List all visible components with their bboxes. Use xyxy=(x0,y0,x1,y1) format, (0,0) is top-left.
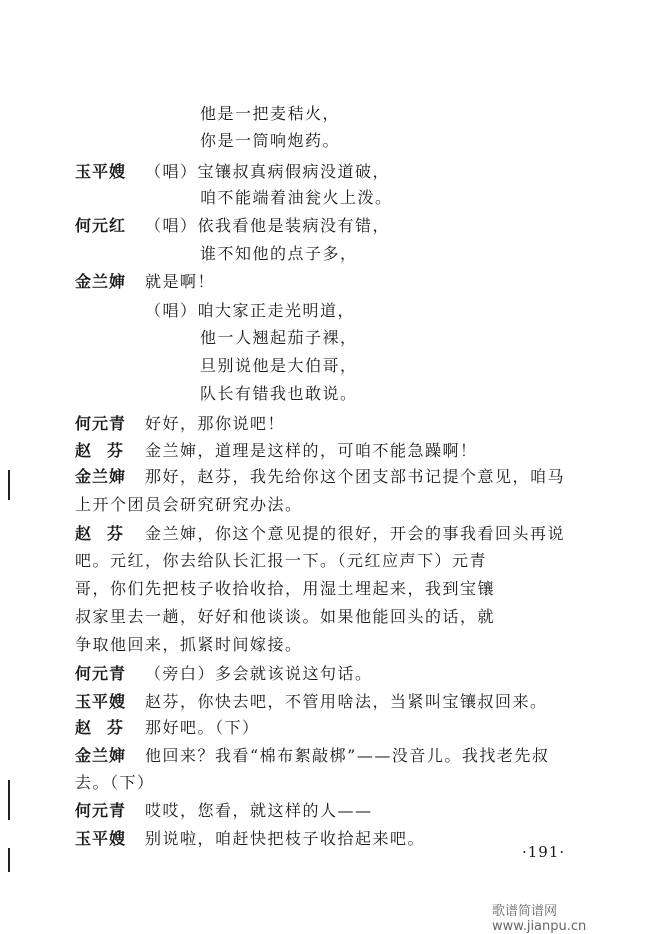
line-text: 哎哎，您看，就这样的人—— xyxy=(145,801,373,820)
line-text: （唱）宝镶叔真病假病没道破， xyxy=(145,162,391,181)
line-text: 金兰婶，你这个意见提的很好，开会的事我看回头再说 xyxy=(145,524,566,543)
page-number: ·191· xyxy=(522,843,566,861)
line-text: 他一人翘起茄子裸， xyxy=(200,328,358,347)
speaker-name: 玉平嫂 xyxy=(75,162,127,181)
line-text: 叔家里去一趟，好好和他谈谈。如果他能回头的话，就 xyxy=(75,607,496,626)
line-text: 你是一筒响炮药。 xyxy=(200,131,341,150)
line-text: 赵芬，你快去吧，不管用啥法，当紧叫宝镶叔回来。 xyxy=(145,692,548,711)
speaker-name: 何元青 xyxy=(75,664,127,683)
speaker-name: 何元青 xyxy=(75,801,127,820)
line-text: 旦别说他是大伯哥， xyxy=(200,356,358,375)
speaker-name: 赵芬 xyxy=(75,718,140,737)
line-text: 他是一把麦秸火， xyxy=(200,104,341,123)
line-text: 去。（下） xyxy=(75,773,155,792)
line-text: （唱）依我看他是装病没有错， xyxy=(145,216,391,235)
line-text: 那好，赵芬，我先给你这个团支部书记提个意见，咱马 xyxy=(145,467,566,486)
line-text: 金兰婶，道理是这样的，可咱不能急躁啊！ xyxy=(145,441,478,460)
line-text: 吧。元红，你去给队长汇报一下。（元红应声下）元青 xyxy=(75,551,488,570)
line-text: 咱不能端着油瓮火上泼。 xyxy=(200,188,393,207)
speaker-name: 金兰婶 xyxy=(75,272,127,291)
line-text: （旁白）多会就该说这句话。 xyxy=(145,664,373,683)
line-text: 好好，那你说吧！ xyxy=(145,414,286,433)
line-text: 就是啊！ xyxy=(145,272,216,291)
line-text: 别说啦，咱赶快把枝子收拾起来吧。 xyxy=(145,829,426,848)
margin-bar xyxy=(8,470,10,500)
margin-bar xyxy=(8,780,10,820)
speaker-name: 金兰婶 xyxy=(75,467,127,486)
line-text: 上开个团员会研究研究办法。 xyxy=(75,495,303,514)
watermark: 歌谱简谱网 www.jianpu.cn xyxy=(492,904,587,934)
speaker-name: 玉平嫂 xyxy=(75,829,127,848)
margin-bar xyxy=(8,848,10,872)
line-text: 队长有错我也敢说。 xyxy=(200,384,358,403)
speaker-name: 何元青 xyxy=(75,414,127,433)
line-text: 谁不知他的点子多， xyxy=(200,244,358,263)
line-text: 哥，你们先把枝子收拾收拾，用湿土埋起来，我到宝镶 xyxy=(75,579,496,598)
line-text: （唱）咱大家正走光明道， xyxy=(145,301,356,320)
speaker-name: 赵芬 xyxy=(75,441,140,460)
line-text: 争取他回来，抓紧时间嫁接。 xyxy=(75,635,303,654)
speaker-name: 金兰婶 xyxy=(75,746,127,765)
speaker-name: 何元红 xyxy=(75,216,127,235)
speaker-name: 赵芬 xyxy=(75,524,140,543)
line-text: 那好吧。（下） xyxy=(145,718,260,737)
speaker-name: 玉平嫂 xyxy=(75,692,127,711)
line-text: 他回来？我看“棉布絮敲梆”——没音儿。我找老先叔 xyxy=(145,746,550,765)
